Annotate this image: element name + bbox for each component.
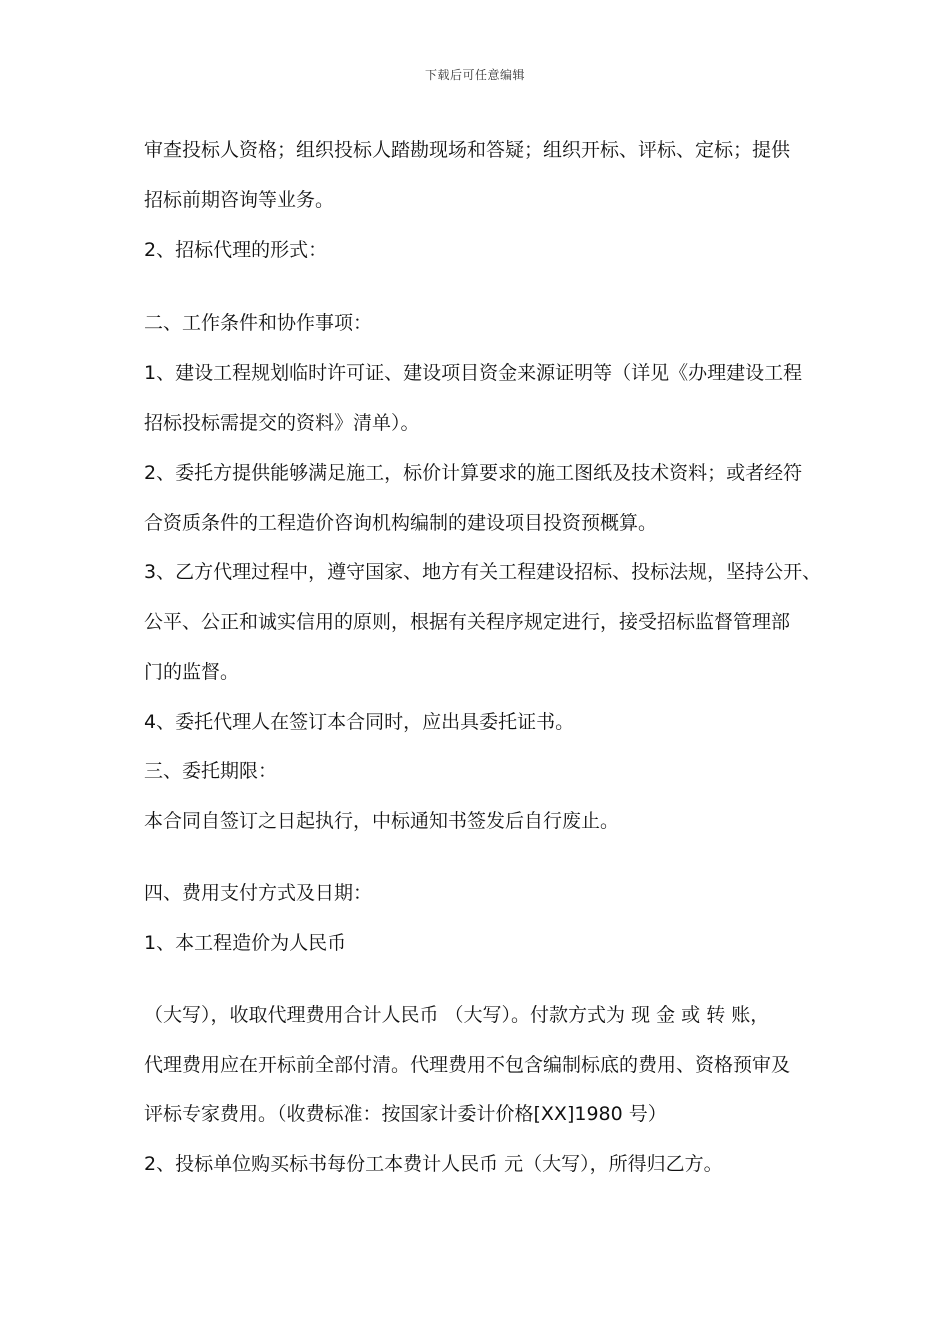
text-line-16: 1、本工程造价为人民币 [144,932,347,954]
text-line-5: 1、建设工程规划临时许可证、建设项目资金来源证明等（详见《办理建设工程 [144,362,803,384]
text-line-3: 2、招标代理的形式： [144,239,328,261]
text-line-20: 2、投标单位购买标书每份工本费计人民币 元（大写），所得归乙方。 [144,1153,723,1175]
text-line-6: 招标投标需提交的资料》清单）。 [144,412,420,434]
text-line-14: 本合同自签订之日起执行，中标通知书签发后自行废止。 [144,810,620,832]
text-line-8: 合资质条件的工程造价咨询机构编制的建设项目投资预概算。 [144,512,658,534]
text-line-12: 4、委托代理人在签订本合同时，应出具委托证书。 [144,711,575,733]
text-line-17: （大写），收取代理费用合计人民币 （大写）。付款方式为 现 金 或 转 账， [144,1004,770,1026]
text-line-2: 招标前期咨询等业务。 [144,189,335,211]
section-heading-4: 四、费用支付方式及日期： [144,882,373,904]
text-line-1: 审查投标人资格；组织投标人踏勘现场和答疑；组织开标、评标、定标；提供 [144,139,791,161]
text-line-9: 3、乙方代理过程中，遵守国家、地方有关工程建设招标、投标法规，坚持公开、 [144,561,822,583]
text-line-19: 评标专家费用。（收费标准：按国家计委计价格[XX]1980 号） [144,1103,667,1125]
text-line-7: 2、委托方提供能够满足施工，标价计算要求的施工图纸及技术资料；或者经符 [144,462,803,484]
page-header: 下载后可任意编辑 [424,68,525,82]
text-line-18: 代理费用应在开标前全部付清。代理费用不包含编制标底的费用、资格预审及 [144,1054,791,1076]
text-line-11: 门的监督。 [144,661,240,683]
section-heading-3: 三、委托期限： [144,760,278,782]
text-line-10: 公平、公正和诚实信用的原则，根据有关程序规定进行，接受招标监督管理部 [144,611,791,633]
section-heading-2: 二、工作条件和协作事项： [144,312,373,334]
